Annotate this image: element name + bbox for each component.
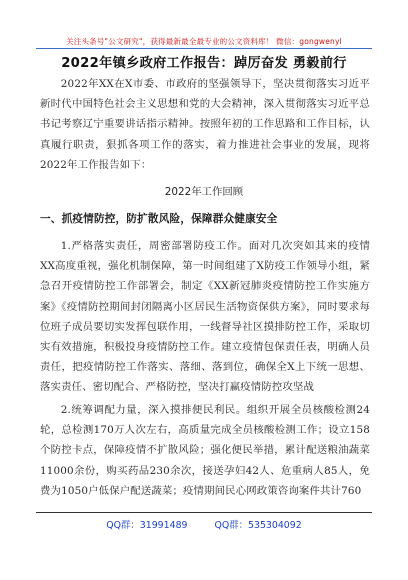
document-title: 2022年镇乡政府工作报告：踔厉奋发 勇毅前行 (61, 56, 347, 71)
footer-qq-group-2: QQ群：535304092 (214, 520, 302, 531)
review-heading: 2022年工作回顾 (164, 186, 244, 198)
section1-heading: 一、抓疫情防控，防扩散风险，保障群众健康安全 (40, 213, 278, 225)
intro-text: 2022年XX在X市委、市政府的坚强领导下，坚决贯彻落实习近平新时代中国特色社会主义思想和党的大会精神，深入贯彻落实习近平总书记考察辽宁重要讲话指示精神。按照年初的工作思路和工作目标，认真履行职责，狠抓各项工作的落实，着力推进社会事业的发展，现将2022年工作报告如下： (40, 78, 370, 171)
item2-text: 2.统筹调配力量，深入摸排便民利民。组织开展全员核酸检测24轮，总检测170万人次左右，高质量完成全员核酸检测工作；设立158个防控卡点，保障疫情不扩散风险；强化便民举措，累计配送粮油蔬菜11000余份，购买药品230余次，接送孕妇42人、危重病人85人，免费为1050户低保户配送蔬菜；疫情期间民心网政策咨询案件共计760 (40, 404, 370, 497)
banner-divider (36, 48, 372, 49)
footer (0, 517, 408, 531)
item1-paragraph (40, 236, 370, 398)
footer-divider (36, 512, 372, 513)
item2-paragraph (40, 400, 370, 501)
item1-text: 1.严格落实责任，周密部署防疫工作。面对几次突如其来的疫情XX高度重视，强化机制保障，第一时间组建了X防疫工作领导小组，紧急召开疫情防控工作部署会，制定《XX新冠肺炎疫情防控工作实施方案》《疫情防控期间封闭隔离小区居民生活物资保供方案》，同时要求每位班子成员要切实发挥包联作用，一线督导社区摸排防控工作，采取切实有效措施，积极投身疫情防控工作。建立疫情包保责任表，明确人员责任，把疫情防控工作落实、落细、落到位，确保全X上下统一思想、落实责任、密切配合、严格防控，坚决打赢疫情防控攻坚战 (40, 240, 370, 394)
footer-qq-group-1: QQ群：31991489 (106, 520, 188, 531)
top-banner: 关注头条号"公文研究"，获得最新最全最专业的公文资料库！ 微信：gongwenyl (66, 37, 342, 46)
intro-paragraph (40, 74, 370, 175)
